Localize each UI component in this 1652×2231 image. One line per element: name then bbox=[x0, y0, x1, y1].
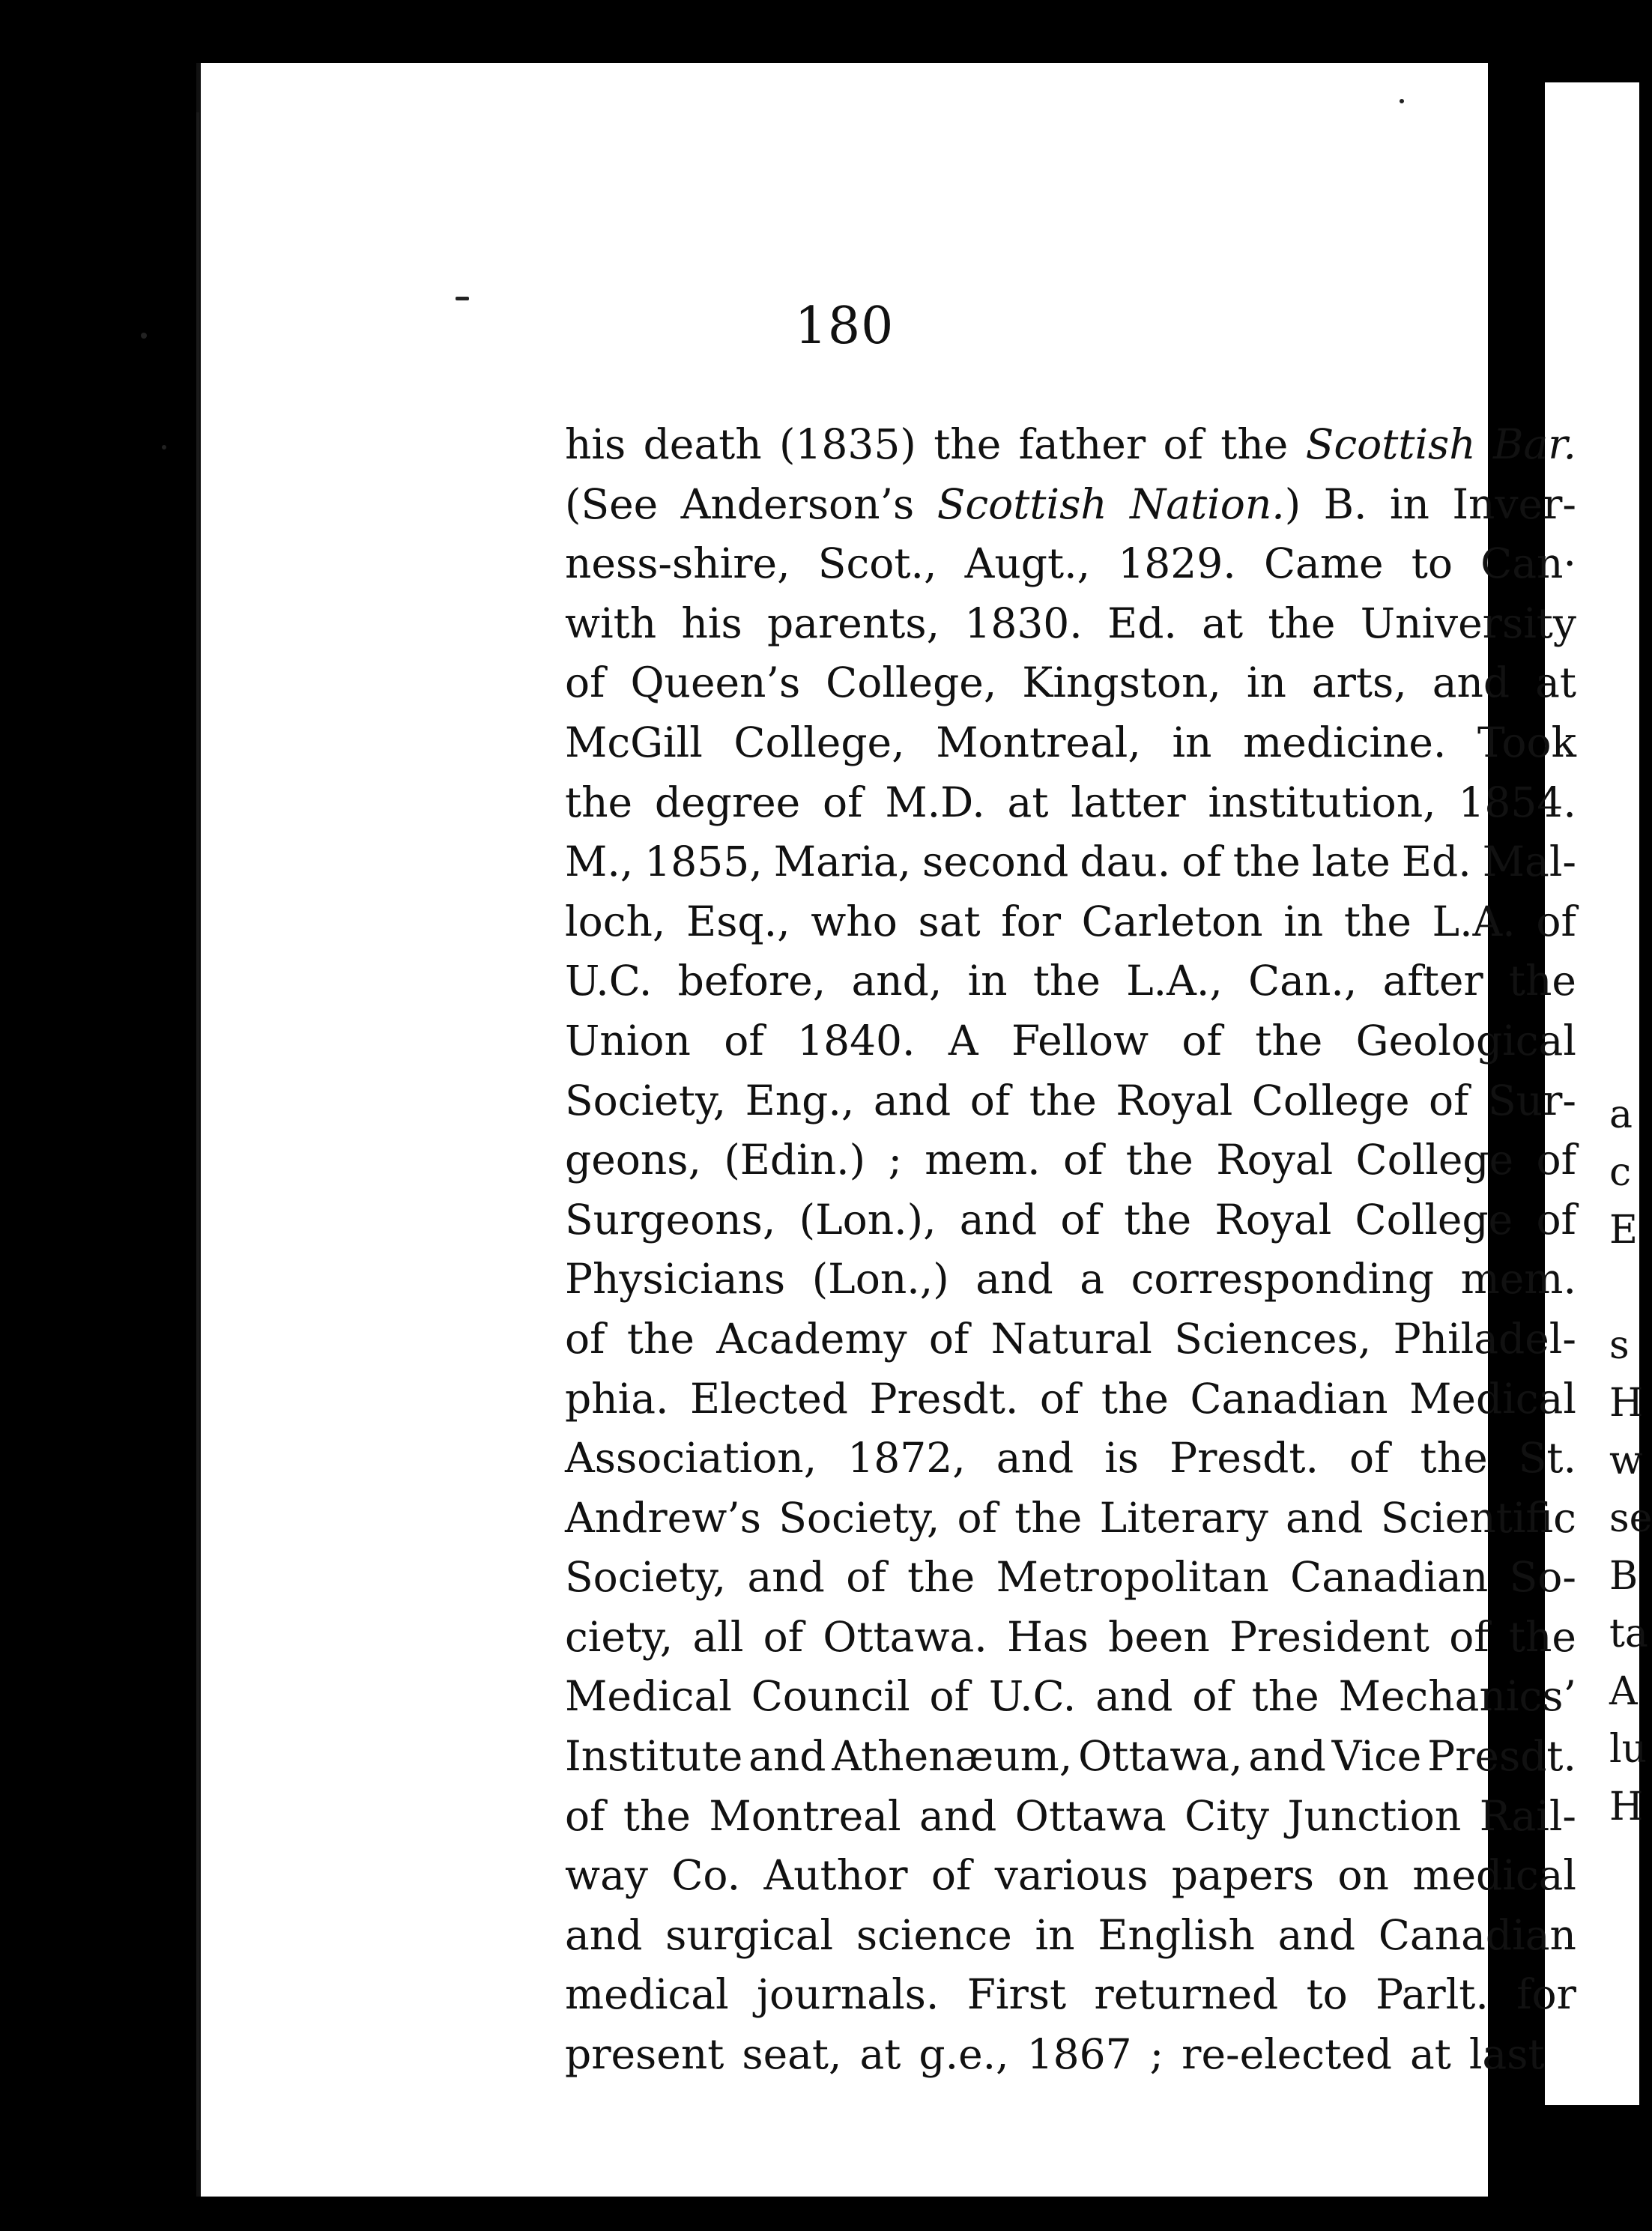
facing-page-fragment: a bbox=[1609, 1092, 1633, 1137]
text-word: is bbox=[1104, 1434, 1140, 1483]
text-word: Montreal bbox=[709, 1791, 901, 1840]
text-word: Maria, bbox=[773, 838, 912, 886]
text-word: Ottawa bbox=[1014, 1791, 1167, 1840]
text-word: Metropolitan bbox=[996, 1553, 1269, 1602]
text-line bbox=[565, 1429, 1576, 1489]
text-line bbox=[565, 415, 1576, 475]
text-word: of bbox=[565, 1791, 605, 1840]
text-word: at bbox=[1409, 2030, 1451, 2079]
text-word: Mechanics’ bbox=[1338, 1672, 1576, 1721]
text-word: College, bbox=[826, 659, 997, 707]
text-line bbox=[565, 1667, 1576, 1727]
text-word: a bbox=[1080, 1255, 1105, 1304]
text-word: mem. bbox=[1460, 1255, 1576, 1304]
text-word: and, bbox=[851, 957, 943, 1005]
text-word: and bbox=[747, 1553, 825, 1602]
text-word: of bbox=[931, 1851, 972, 1900]
text-word: of bbox=[1062, 1136, 1104, 1184]
facing-page-fragment: lu bbox=[1609, 1727, 1648, 1772]
text-word: Academy bbox=[716, 1314, 907, 1363]
text-word: Carleton bbox=[1081, 897, 1263, 945]
text-word: Inver- bbox=[1452, 479, 1576, 528]
facing-page-fragment: se bbox=[1609, 1496, 1652, 1541]
text-word: and bbox=[975, 1255, 1053, 1304]
text-word: Royal bbox=[1216, 1136, 1334, 1184]
text-word: to bbox=[1306, 1970, 1348, 2019]
text-word: at bbox=[859, 2030, 901, 2079]
facing-page-fragment: H bbox=[1609, 1381, 1644, 1426]
text-word: Took bbox=[1477, 718, 1576, 766]
text-word: Esq., bbox=[686, 897, 790, 945]
text-word: Union bbox=[565, 1016, 691, 1065]
facing-page-fragment: H bbox=[1609, 1785, 1644, 1829]
text-word: returned bbox=[1094, 1970, 1279, 2019]
text-word: and bbox=[873, 1076, 951, 1124]
text-word: McGill bbox=[565, 718, 703, 766]
text-word: Natural bbox=[990, 1314, 1152, 1363]
scan-speck bbox=[141, 333, 147, 339]
text-line bbox=[565, 1071, 1576, 1131]
text-word: of bbox=[1163, 420, 1203, 468]
text-word: Author bbox=[763, 1851, 908, 1900]
text-word: dau. bbox=[1080, 838, 1171, 886]
text-word: Can· bbox=[1480, 539, 1576, 588]
text-word: Co. bbox=[671, 1851, 741, 1900]
text-word: Junction bbox=[1287, 1791, 1462, 1840]
text-word: ciety, bbox=[565, 1612, 674, 1661]
text-word: Geological bbox=[1355, 1016, 1576, 1065]
text-word: father bbox=[1018, 420, 1146, 468]
text-word: of bbox=[1039, 1374, 1080, 1423]
text-word: the bbox=[1268, 599, 1336, 647]
text-word: in bbox=[1283, 897, 1324, 945]
text-word: Presdt. bbox=[1427, 1732, 1576, 1781]
text-word: of bbox=[846, 1553, 886, 1602]
text-word: Canadian bbox=[1190, 1374, 1388, 1423]
text-word: the bbox=[1232, 838, 1301, 886]
text-word: First bbox=[966, 1970, 1067, 2019]
text-word: Athenæum, bbox=[832, 1732, 1073, 1781]
text-line bbox=[565, 1548, 1576, 1608]
text-line bbox=[565, 534, 1576, 594]
text-word: College bbox=[1251, 1076, 1410, 1124]
text-word: of bbox=[1429, 1076, 1469, 1124]
text-word: corresponding bbox=[1131, 1255, 1435, 1304]
text-word: University bbox=[1360, 599, 1576, 647]
text-word: Anderson’s bbox=[680, 479, 915, 528]
text-word: science bbox=[856, 1910, 1012, 1959]
text-word: Parlt. bbox=[1376, 1970, 1489, 2019]
text-word: before, bbox=[677, 957, 826, 1005]
text-word: and bbox=[1248, 1732, 1326, 1781]
text-word: the bbox=[1125, 1136, 1193, 1184]
text-word: ness-shire, bbox=[565, 539, 790, 588]
text-word: Royal bbox=[1116, 1076, 1233, 1124]
text-line bbox=[565, 1965, 1576, 2025]
text-line bbox=[565, 1190, 1576, 1250]
text-word: Eng., bbox=[745, 1076, 855, 1124]
text-word: Society, bbox=[565, 1553, 727, 1602]
text-word: Rail- bbox=[1479, 1791, 1576, 1840]
facing-page-fragment: ta bbox=[1609, 1611, 1648, 1656]
text-word: to bbox=[1411, 539, 1453, 588]
text-word: the bbox=[1508, 1612, 1576, 1661]
text-word: of bbox=[1536, 1136, 1576, 1184]
text-word: Augt., bbox=[964, 539, 1091, 588]
text-word: Montreal, bbox=[936, 718, 1141, 766]
text-word: re-elected bbox=[1181, 2030, 1392, 2079]
text-word: Association, bbox=[565, 1434, 817, 1483]
text-word: President bbox=[1229, 1612, 1429, 1661]
text-word: and bbox=[996, 1434, 1074, 1483]
text-word: the bbox=[565, 778, 633, 826]
text-word: 1867 bbox=[1026, 2030, 1132, 2079]
text-word: of bbox=[1449, 1612, 1489, 1661]
facing-page-text-fragments bbox=[1609, 1086, 1652, 1836]
text-word: of bbox=[1349, 1434, 1390, 1483]
text-line bbox=[565, 594, 1576, 654]
text-word: of bbox=[1181, 838, 1222, 886]
text-word: College, bbox=[733, 718, 905, 766]
facing-page-fragment: B bbox=[1609, 1554, 1639, 1599]
text-word: of bbox=[929, 1672, 970, 1721]
text-word: Vice bbox=[1331, 1732, 1422, 1781]
text-word: of bbox=[1060, 1195, 1101, 1244]
text-word: Came bbox=[1263, 539, 1384, 588]
text-line bbox=[565, 1906, 1576, 1966]
text-word: the bbox=[1220, 420, 1289, 468]
text-word: of bbox=[565, 659, 605, 707]
text-word: various bbox=[994, 1851, 1149, 1900]
text-word: with bbox=[565, 599, 657, 647]
text-line bbox=[565, 1011, 1576, 1071]
text-word: for bbox=[1516, 1970, 1576, 2019]
page-number: 180 bbox=[794, 297, 895, 356]
facing-page-fragment: c bbox=[1609, 1150, 1632, 1195]
text-word: death bbox=[643, 420, 762, 468]
text-word: for bbox=[1001, 897, 1061, 945]
text-word: Ottawa, bbox=[1078, 1732, 1243, 1781]
text-word: Institute bbox=[565, 1732, 743, 1781]
facing-page-fragment: w bbox=[1609, 1438, 1643, 1483]
text-word: and bbox=[1277, 1910, 1356, 1959]
text-line bbox=[565, 1250, 1576, 1310]
text-word: of bbox=[957, 1493, 998, 1542]
text-word: and bbox=[1095, 1672, 1173, 1721]
text-word: medical bbox=[565, 1970, 729, 2019]
text-word: on bbox=[1337, 1851, 1389, 1900]
text-word: in bbox=[1246, 659, 1286, 707]
text-word: ; bbox=[1149, 2030, 1164, 2079]
text-word: surgical bbox=[665, 1910, 834, 1959]
text-word: of bbox=[565, 1314, 605, 1363]
text-line bbox=[565, 892, 1576, 952]
text-word: of bbox=[928, 1314, 969, 1363]
text-word: Fellow bbox=[1011, 1016, 1149, 1065]
text-word: the bbox=[1420, 1434, 1488, 1483]
text-word: Medical bbox=[565, 1672, 732, 1721]
text-word: seat, bbox=[742, 2030, 842, 2079]
text-line bbox=[565, 475, 1576, 535]
text-line bbox=[565, 773, 1576, 833]
text-word: St. bbox=[1518, 1434, 1576, 1483]
text-word: Queen’s bbox=[630, 659, 801, 707]
text-word: Presdt. bbox=[869, 1374, 1019, 1423]
text-word: So- bbox=[1509, 1553, 1576, 1602]
text-word: L.A., bbox=[1126, 957, 1223, 1005]
text-word: of bbox=[969, 1076, 1011, 1124]
text-word: mem. bbox=[925, 1136, 1041, 1184]
text-word: 1854. bbox=[1458, 778, 1576, 826]
text-word: the bbox=[1251, 1672, 1319, 1721]
text-word: parents, bbox=[766, 599, 940, 647]
facing-page-fragment: E bbox=[1609, 1208, 1638, 1253]
text-word: loch, bbox=[565, 897, 666, 945]
text-word: Scot., bbox=[817, 539, 937, 588]
text-word: B. bbox=[1323, 479, 1367, 528]
text-word: Physicians bbox=[565, 1255, 786, 1304]
text-word: Scottish bbox=[1305, 420, 1476, 468]
text-word: (See bbox=[565, 479, 659, 528]
text-word: his bbox=[681, 599, 742, 647]
text-word: the bbox=[1255, 1016, 1323, 1065]
text-line bbox=[565, 951, 1576, 1011]
text-word: L.A. bbox=[1432, 897, 1516, 945]
text-word: Surgeons, bbox=[565, 1195, 776, 1244]
text-word: A bbox=[948, 1016, 978, 1065]
text-word: City bbox=[1184, 1791, 1270, 1840]
text-line bbox=[565, 713, 1576, 773]
book-page bbox=[196, 63, 1576, 2197]
text-word: College bbox=[1355, 1195, 1513, 1244]
text-word: Council bbox=[751, 1672, 910, 1721]
text-word: the bbox=[1032, 957, 1101, 1005]
text-line bbox=[565, 1787, 1576, 1847]
text-word: and bbox=[1432, 659, 1510, 707]
text-word: and bbox=[1286, 1493, 1364, 1542]
text-word: and bbox=[748, 1732, 826, 1781]
text-word: journals. bbox=[757, 1970, 940, 2019]
text-word: College bbox=[1355, 1136, 1514, 1184]
text-word: (Lon.), bbox=[799, 1195, 937, 1244]
text-word: his bbox=[565, 420, 626, 468]
text-word: the bbox=[1101, 1374, 1169, 1423]
scan-speck bbox=[162, 445, 166, 449]
facing-page-fragment: s bbox=[1609, 1323, 1630, 1368]
text-word: latter bbox=[1071, 778, 1186, 826]
text-word: of bbox=[763, 1612, 804, 1661]
text-word: medical bbox=[1412, 1851, 1576, 1900]
scan-speck bbox=[456, 297, 469, 300]
text-word: 1830. bbox=[964, 599, 1083, 647]
text-word: the bbox=[1029, 1076, 1097, 1124]
text-word: the bbox=[626, 1314, 695, 1363]
text-word: in bbox=[1389, 479, 1429, 528]
text-word: at bbox=[1007, 778, 1049, 826]
text-word: at bbox=[1202, 599, 1244, 647]
text-word: Society, bbox=[565, 1076, 727, 1124]
text-word: who bbox=[811, 897, 898, 945]
text-word: (Edin.) bbox=[724, 1136, 866, 1184]
text-word: of bbox=[1181, 1016, 1222, 1065]
text-line bbox=[565, 1489, 1576, 1549]
text-line bbox=[565, 832, 1576, 892]
text-line bbox=[565, 1130, 1576, 1190]
text-word: the bbox=[623, 1791, 691, 1840]
text-word: Scientific bbox=[1380, 1493, 1576, 1542]
text-word: the bbox=[907, 1553, 975, 1602]
biography-text bbox=[565, 415, 1576, 2085]
scan-speck bbox=[1400, 99, 1404, 103]
text-word: (1835) bbox=[778, 420, 916, 468]
text-word: ; bbox=[888, 1136, 902, 1184]
text-line bbox=[565, 1310, 1576, 1369]
text-word: way bbox=[565, 1851, 648, 1900]
text-line bbox=[565, 2025, 1576, 2085]
text-word: Ed. bbox=[1107, 599, 1177, 647]
text-word: Ed. bbox=[1401, 838, 1471, 886]
text-word: 1840. bbox=[797, 1016, 916, 1065]
text-word: of bbox=[1536, 1195, 1576, 1244]
text-word: g.e., bbox=[919, 2030, 1009, 2079]
text-line bbox=[565, 1727, 1576, 1787]
text-line bbox=[565, 1369, 1576, 1429]
text-word: present bbox=[565, 2030, 724, 2079]
text-word: phia. bbox=[565, 1374, 669, 1423]
facing-page-fragment: A bbox=[1609, 1669, 1638, 1714]
text-word: papers bbox=[1171, 1851, 1314, 1900]
text-word: Society, bbox=[778, 1493, 940, 1542]
text-word: the bbox=[1343, 897, 1412, 945]
text-line bbox=[565, 1608, 1576, 1668]
text-word: of bbox=[1536, 897, 1576, 945]
text-word: the bbox=[1124, 1195, 1192, 1244]
text-word: degree bbox=[654, 778, 801, 826]
text-word: Literary bbox=[1099, 1493, 1268, 1542]
text-word: Andrew’s bbox=[565, 1493, 761, 1542]
facing-page-fragment bbox=[1609, 1259, 1639, 1317]
text-word: Philadel- bbox=[1393, 1314, 1576, 1363]
text-word: second bbox=[922, 838, 1069, 886]
text-word: the bbox=[934, 420, 1002, 468]
text-word: the bbox=[1014, 1493, 1083, 1542]
text-word: all bbox=[692, 1612, 744, 1661]
text-word: M.D. bbox=[885, 778, 985, 826]
text-word: and bbox=[959, 1195, 1038, 1244]
text-word: Ottawa. bbox=[823, 1612, 987, 1661]
text-word: Canadian bbox=[1290, 1553, 1489, 1602]
text-word: at bbox=[1535, 659, 1576, 707]
text-word: U.C. bbox=[565, 957, 653, 1005]
text-word: in bbox=[1035, 1910, 1075, 1959]
text-word: institution, bbox=[1208, 778, 1436, 826]
text-word: (Lon.,) bbox=[811, 1255, 949, 1304]
text-word: late bbox=[1311, 838, 1391, 886]
text-line bbox=[565, 653, 1576, 713]
text-word: English bbox=[1098, 1910, 1255, 1959]
text-word: Presdt. bbox=[1170, 1434, 1319, 1483]
text-word: Canadian bbox=[1378, 1910, 1576, 1959]
text-word: the bbox=[1508, 957, 1576, 1005]
text-word: and bbox=[565, 1910, 643, 1959]
text-word: Can., bbox=[1248, 957, 1358, 1005]
text-word: Bar. bbox=[1493, 420, 1576, 468]
text-word: in bbox=[1172, 718, 1212, 766]
text-word: 1829. bbox=[1118, 539, 1236, 588]
text-word: of bbox=[823, 778, 863, 826]
text-word: Sur- bbox=[1487, 1076, 1576, 1124]
text-word: Medical bbox=[1409, 1374, 1576, 1423]
text-word: last bbox=[1468, 2030, 1545, 2079]
text-word: 1872, bbox=[847, 1434, 966, 1483]
text-word: Royal bbox=[1214, 1195, 1332, 1244]
text-word: Has bbox=[1006, 1612, 1089, 1661]
text-word: Scottish bbox=[937, 479, 1107, 528]
text-word: arts, bbox=[1311, 659, 1407, 707]
text-word: and bbox=[919, 1791, 997, 1840]
page-binding-edge bbox=[196, 112, 199, 2150]
text-word: Mal- bbox=[1482, 838, 1576, 886]
text-word: been bbox=[1108, 1612, 1210, 1661]
text-word: of bbox=[724, 1016, 764, 1065]
text-word: sat bbox=[918, 897, 981, 945]
text-word: medicine. bbox=[1243, 718, 1447, 766]
text-word: Nation.) bbox=[1130, 479, 1301, 528]
text-word: after bbox=[1382, 957, 1483, 1005]
text-word: M., bbox=[565, 838, 634, 886]
text-line bbox=[565, 1846, 1576, 1906]
text-word: U.C. bbox=[988, 1672, 1077, 1721]
text-word: geons, bbox=[565, 1136, 701, 1184]
text-word: Elected bbox=[690, 1374, 848, 1423]
text-word: Kingston, bbox=[1022, 659, 1221, 707]
text-word: of bbox=[1192, 1672, 1232, 1721]
text-word: in bbox=[967, 957, 1008, 1005]
text-word: 1855, bbox=[644, 838, 763, 886]
text-word: Sciences, bbox=[1174, 1314, 1372, 1363]
